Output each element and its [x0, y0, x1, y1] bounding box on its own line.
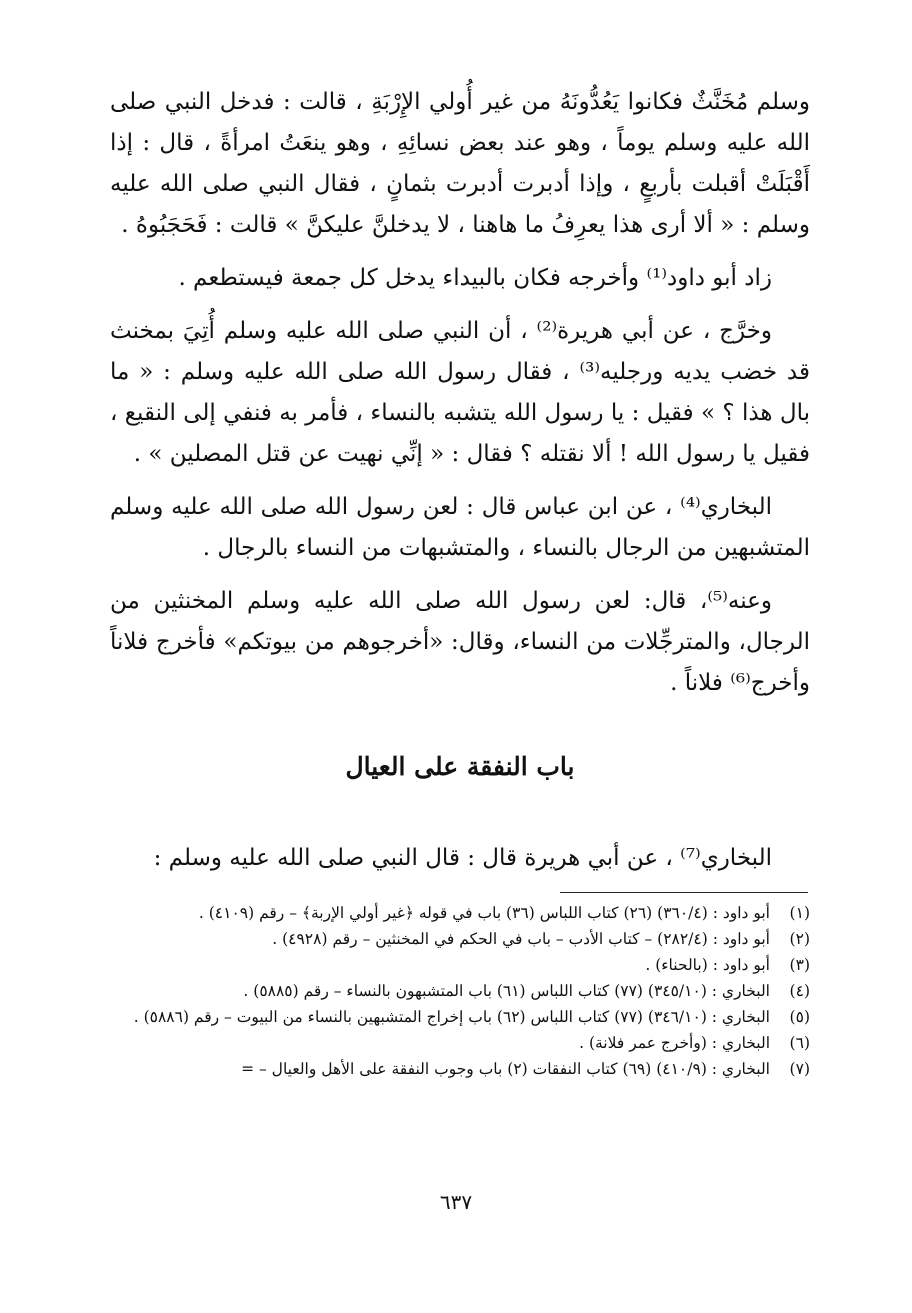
paragraph-2: زاد أبو داود⁽¹⁾ وأخرجه فكان بالبيداء يدخل كل جمعة فيستطعم .: [178, 265, 772, 291]
footnote-item: [90, 900, 810, 926]
footnote-number: (٢): [789, 930, 810, 948]
footnote-item: [90, 1004, 810, 1030]
footnote-number: (٤): [789, 982, 810, 1000]
main-text: [110, 82, 810, 716]
paragraph-6: البخاري⁽⁷⁾ ، عن أبي هريرة قال : قال النبي صلى الله عليه وسلم :: [153, 845, 772, 871]
footnote-item: [90, 926, 810, 952]
footnote-number: (١): [789, 904, 810, 922]
footnote-number: (٧): [789, 1060, 810, 1078]
paragraph-3: وخرَّج ، عن أبي هريرة⁽²⁾ ، أن النبي صلى الله عليه وسلم أُتِيَ بمخنث قد خضب يديه ورجليه⁽³⁾ ، فقال رسول الله صلى الله عليه وسلم : « ما بال هذا ؟ » فقيل : يا رسول الله يتشبه بالنساء ، فأمر به فنفي إلى النقيع ، فقيل يا رسول الله ! ألا نقتله ؟ فقال : « إنِّي نهيت عن قتل المصلين » .: [110, 318, 811, 467]
page-number: ٦٣٧: [439, 1190, 473, 1214]
footnote-text: البخاري : (٣٤٥/١٠) (٧٧) كتاب اللباس (٦١) باب المتشبهون بالنساء – رقم (٥٨٨٥) .: [243, 982, 770, 1000]
footnote-divider: [560, 892, 808, 893]
footnote-text: البخاري : (٣٤٦/١٠) (٧٧) كتاب اللباس (٦٢) باب إخراج المتشبهين بالنساء من البيوت – رقم (٥٨٨٦) .: [133, 1008, 770, 1026]
footnote-item: [90, 1030, 810, 1056]
footnote-text: البخاري : (٤١٠/٩) (٦٩) كتاب النفقات (٢) باب وجوب النفقة على الأهل والعيال – =: [241, 1060, 770, 1078]
footnote-text: البخاري : (وأخرج عمر فلانة) .: [579, 1034, 770, 1052]
footnote-item: [90, 1056, 810, 1082]
paragraph-4: البخاري⁽⁴⁾ ، عن ابن عباس قال : لعن رسول الله صلى الله عليه وسلم المتشبهين من الرجال بالنساء ، والمتشبهات من النساء بالرجال .: [110, 494, 810, 561]
footnote-text: أبو داود : (٣٦٠/٤) (٢٦) كتاب اللباس (٣٦) باب في قوله ﴿غير أولي الإربة﴾ – رقم (٤١٠٩) .: [198, 904, 770, 922]
footnote-text: أبو داود : (٢٨٢/٤) – كتاب الأدب – باب في الحكم في المخنثين – رقم (٤٩٢٨) .: [272, 930, 770, 948]
footnotes-list: [90, 900, 810, 1082]
footnote-item: [90, 952, 810, 978]
paragraph-1: وسلم مُخَنَّثٌ فكانوا يَعُدُّونَهُ من غير أُولي الإِرْبَةِ ، قالت : فدخل النبي صلى الله عليه وسلم يوماً ، وهو عند بعض نسائِهِ ، وهو ينعَتُ امرأةً ، قال : إذا أَقْبَلَتْ أقبلت بأربعٍ ، وإذا أدبرت أدبرت بثمانٍ ، فقال النبي صلى الله عليه وسلم : « ألا أرى هذا يعرِفُ ما هاهنا ، لا يدخلنَّ عليكنَّ » قالت : فَحَجَبُوهُ .: [110, 89, 810, 238]
footnote-text: أبو داود : (بالحناء) .: [645, 956, 770, 974]
footnote-item: [90, 978, 810, 1004]
footnote-number: (٦): [789, 1034, 810, 1052]
footnote-number: (٥): [789, 1008, 810, 1026]
section-title: باب النفقة على العيال: [345, 752, 575, 781]
footnote-number: (٣): [789, 956, 810, 974]
paragraph-5: وعنه⁽⁵⁾، قال: لعن رسول الله صلى الله عليه وسلم المخنثين من الرجال، والمترجِّلات من النساء، وقال: «أخرجوهم من بيوتكم» فأخرج فلاناً وأخرج⁽⁶⁾ فلاناً .: [110, 588, 810, 696]
